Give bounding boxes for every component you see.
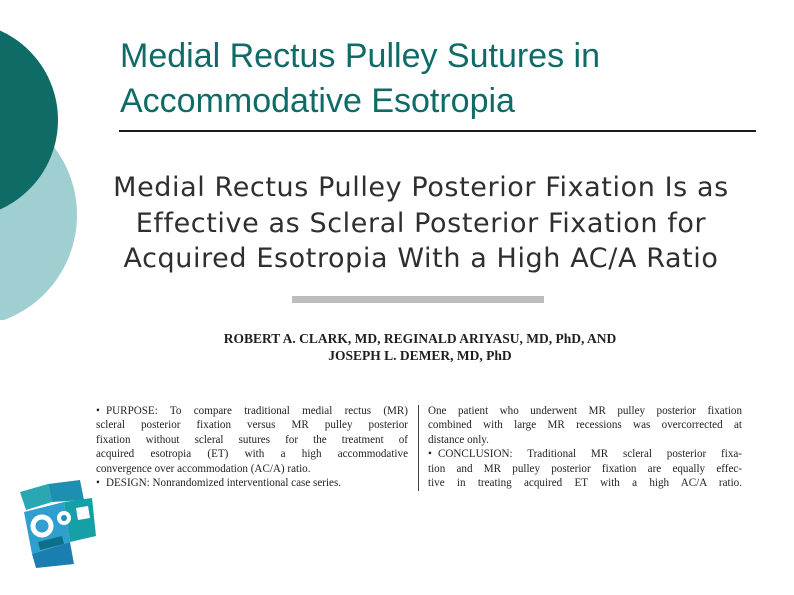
results-line: One patient who underwent MR pulley posterior fixation	[428, 405, 742, 417]
purpose-line: fixation without scleral sutures for the treatment of	[96, 433, 408, 446]
bullet-icon: •	[428, 448, 432, 461]
author-line: ROBERT A. CLARK, MD, REGINALD ARIYASU, MD, PhD, AND	[223, 331, 617, 346]
purpose-line	[96, 404, 408, 418]
bullet-icon: •	[96, 476, 100, 489]
conclusion-line: tive in treating acquired ET with a high AC/A ratio.	[428, 476, 742, 489]
purpose-line: acquired esotropia (ET) with a high accommodative	[96, 448, 408, 461]
results-line: distance only.	[428, 433, 489, 446]
conclusion-text: Traditional MR scleral posterior fixa-	[527, 448, 742, 461]
title-underline	[119, 130, 756, 132]
abstract-right-column	[428, 404, 742, 494]
paper-title-line: Effective as Scleral Posterior Fixation for	[135, 207, 707, 239]
author-line: JOSEPH L. DEMER, MD, PhD	[328, 348, 512, 363]
design-heading: DESIGN:	[106, 476, 150, 489]
purpose-heading: PURPOSE:	[106, 405, 158, 417]
abstract-left-column	[96, 404, 408, 494]
paper-title-line: Acquired Esotropia With a High AC/A Ratio	[123, 243, 719, 274]
bullet-icon: •	[96, 405, 100, 417]
design-text: Nonrandomized interventional case series.	[152, 476, 342, 489]
title-separator-bar	[292, 296, 544, 303]
slide-title-line: Medial Rectus Pulley Sutures in	[120, 37, 601, 75]
slide-decoration	[0, 0, 100, 320]
conclusion-line	[428, 447, 742, 461]
purpose-line: convergence over accommodation (AC/A) ratio.	[96, 462, 311, 475]
paper-title	[112, 170, 730, 277]
paper-title-line: Medial Rectus Pulley Posterior Fixation Is as	[113, 172, 729, 203]
column-divider	[418, 405, 419, 491]
purpose-line: scleral posterior fixation versus MR pulley posterior	[96, 419, 408, 432]
slide-title-line: Accommodative Esotropia	[120, 82, 515, 120]
purpose-text: To compare traditional medial rectus (MR)	[169, 405, 408, 417]
conclusion-line: tion and MR pulley posterior fixation are equally effec-	[428, 462, 742, 475]
conclusion-heading: CONCLUSION:	[438, 448, 513, 461]
journal-logo	[18, 478, 98, 568]
design-line	[96, 476, 408, 490]
results-line: combined with large MR recessions was overcorrected at	[428, 419, 742, 432]
author-list	[140, 330, 700, 364]
slide-title	[120, 34, 760, 124]
